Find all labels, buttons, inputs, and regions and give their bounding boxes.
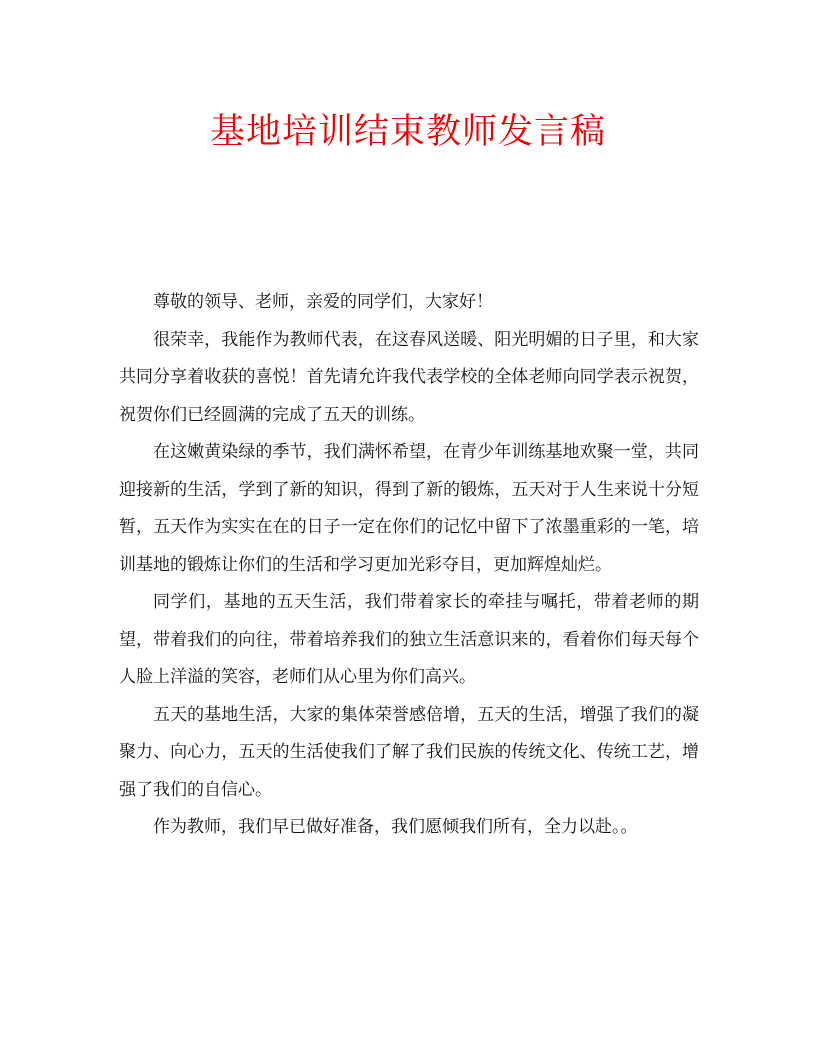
paragraph-greeting: 尊敬的领导、老师，亲爱的同学们，大家好！ — [153, 292, 493, 312]
paragraph-1: 很荣幸，我能作为教师代表，在这春风送暖、阳光明媚的日子里，和大家共同分享着收获的喜悦！首先请允许我代表学校的全体老师向同学表示祝贺，祝贺你们已经圆满的完成了五天的训练。 — [119, 329, 699, 425]
paragraph-2: 在这嫩黄染绿的季节，我们满怀希望，在青少年训练基地欢聚一堂，共同迎接新的生活，学到了新的知识，得到了新的锻炼，五天对于人生来说十分短暂，五天作为实实在在的日子一定在你们的记忆中留下了浓墨重彩的一笔，培训基地的锻炼让你们的生活和学习更加光彩夺目，更加辉煌灿烂。 — [119, 442, 699, 575]
paragraph-5: 作为教师，我们早已做好准备，我们愿倾我们所有，全力以赴。。 — [153, 817, 638, 837]
paragraph-4: 五天的基地生活，大家的集体荣誉感倍增，五天的生活，增强了我们的凝聚力、向心力，五天的生活使我们了解了我们民族的传统文化、传统工艺，增强了我们的自信心。 — [119, 704, 699, 800]
paragraph-3: 同学们，基地的五天生活，我们带着家长的牵挂与嘱托，带着老师的期望，带着我们的向往，带着培养我们的独立生活意识来的，看着你们每天每个人脸上洋溢的笑容，老师们从心里为你们高兴。 — [119, 592, 699, 687]
document-title: 基地培训结束教师发言稿 — [209, 112, 606, 152]
document-body — [119, 284, 699, 847]
